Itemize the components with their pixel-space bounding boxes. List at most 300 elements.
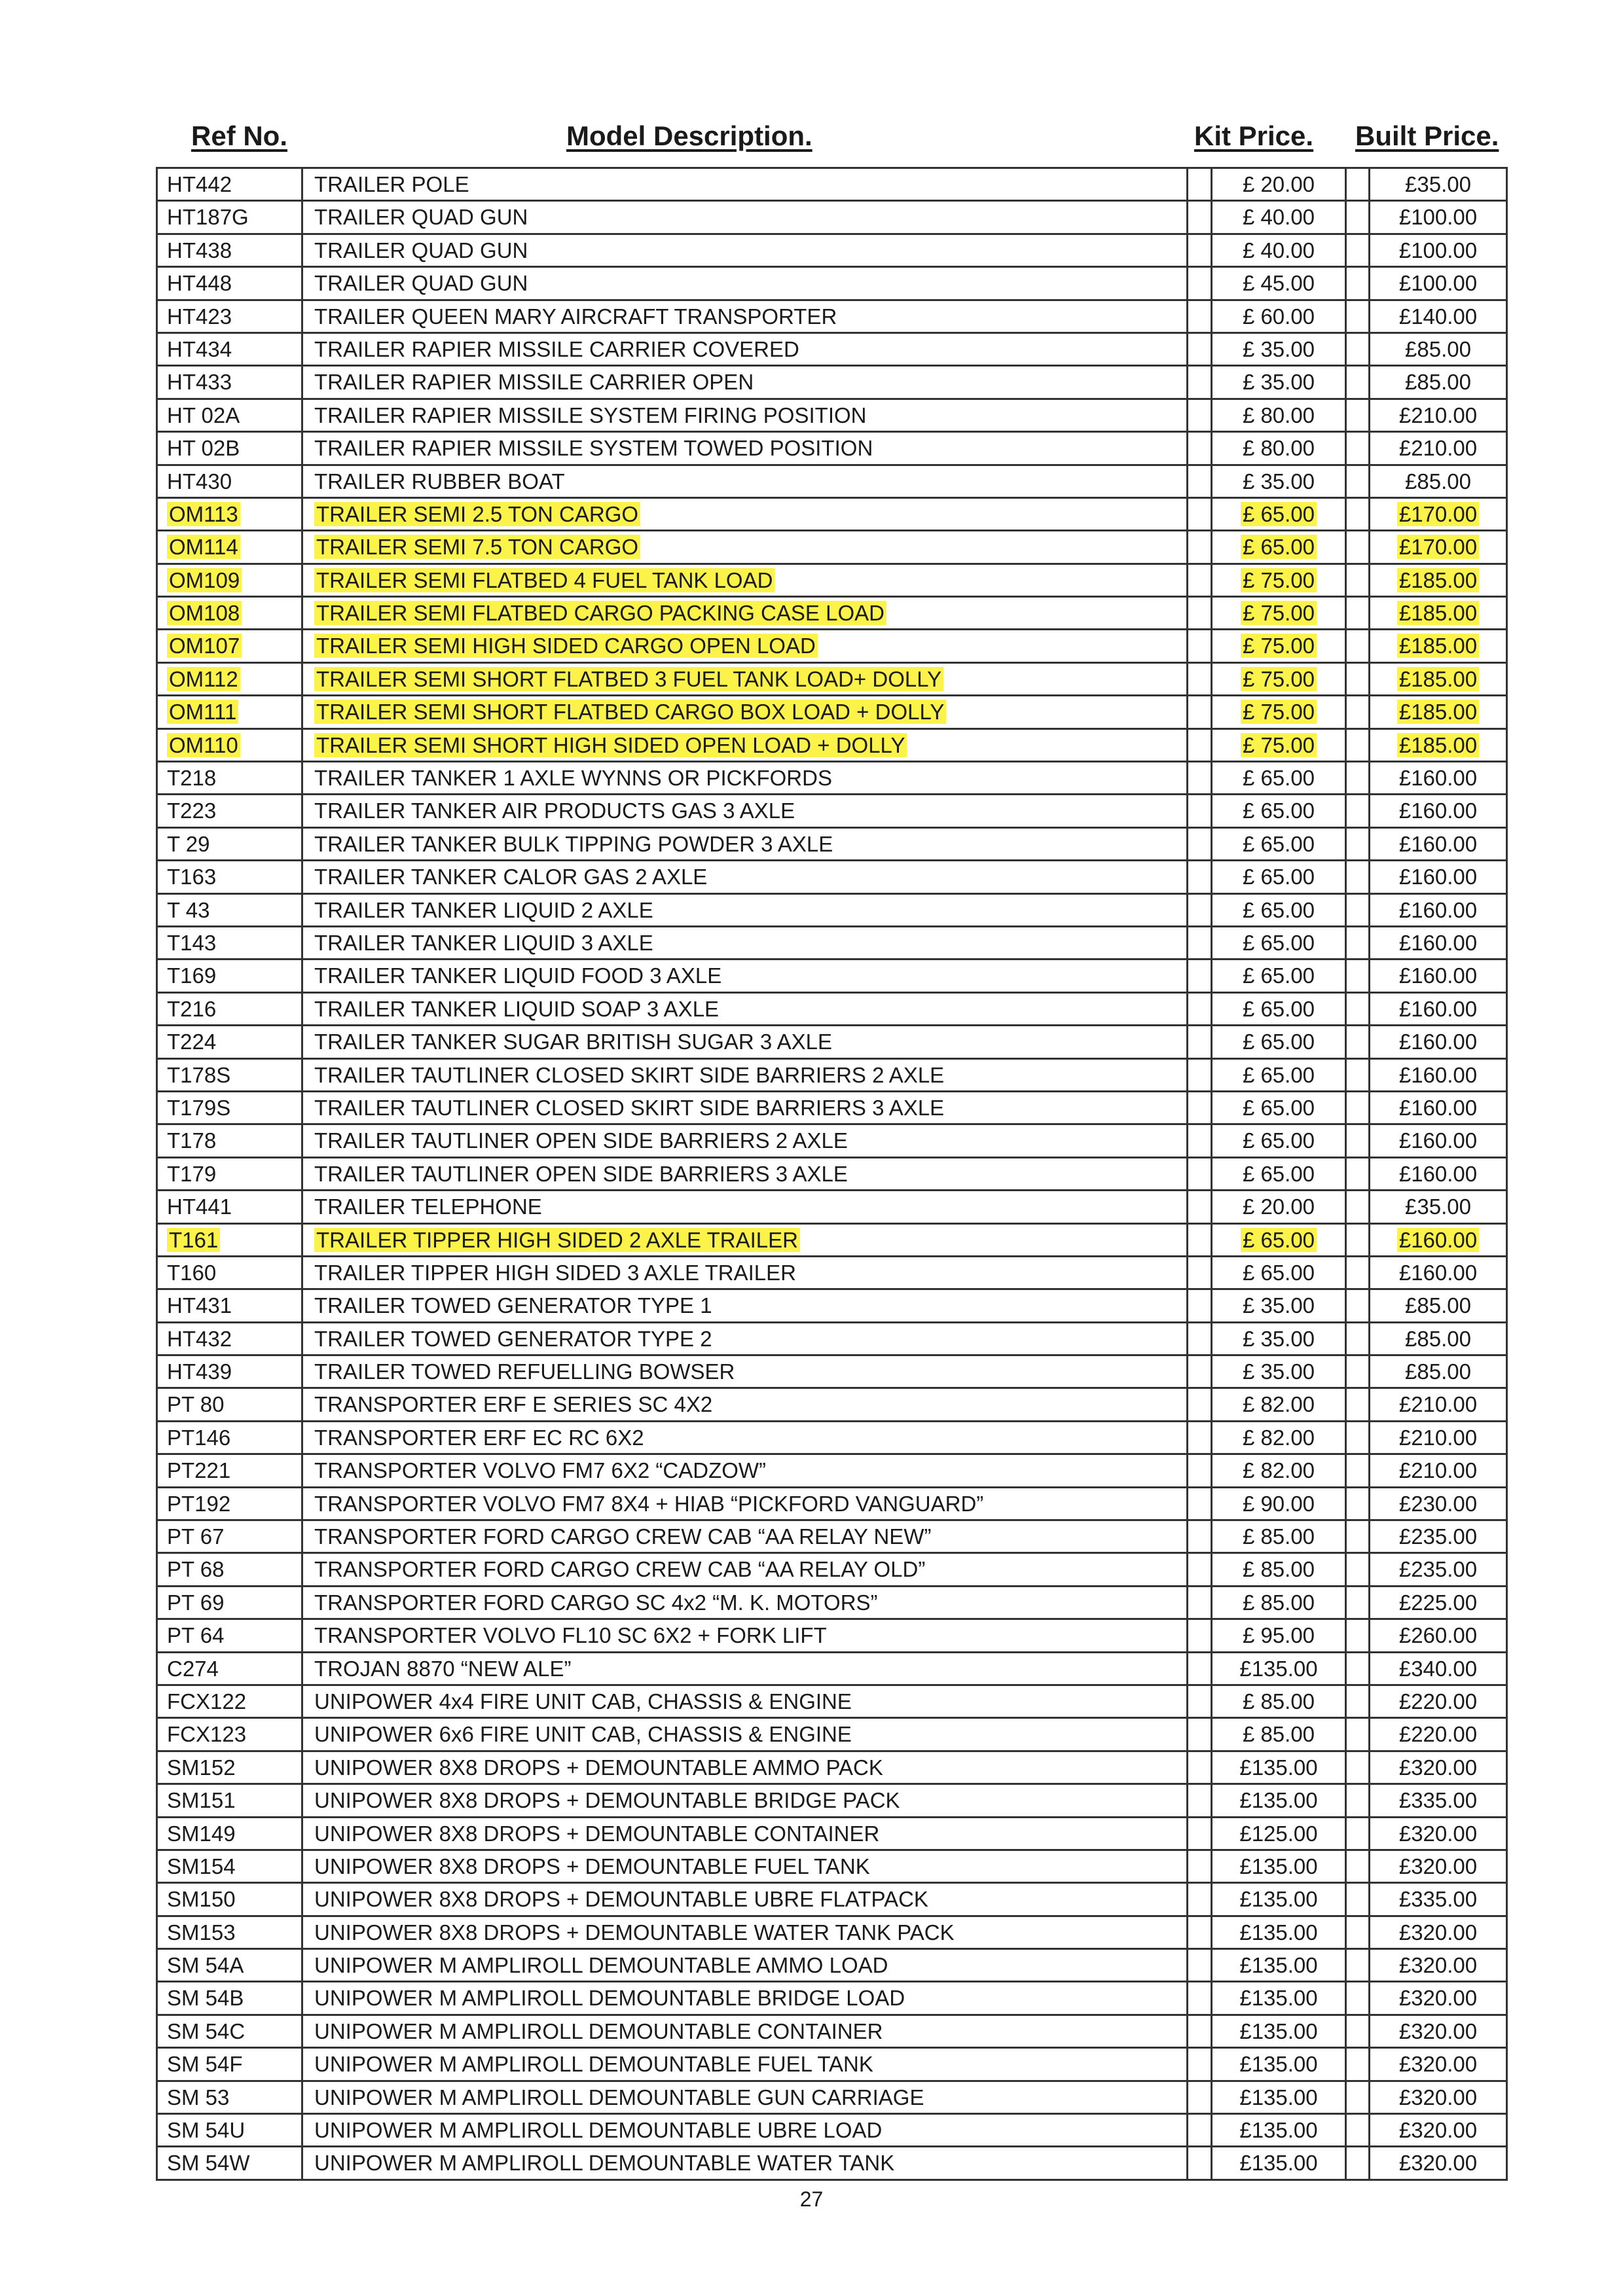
table-row [158, 1455, 1508, 1488]
description-text: TRAILER QUAD GUN [314, 271, 528, 296]
spacer-cell [1347, 1620, 1370, 1653]
header-kit-price: Kit Price. [1194, 120, 1314, 151]
ref-text: SM150 [167, 1887, 236, 1912]
built-price-text: £170.00 [1397, 502, 1479, 526]
built-price-text: £160.00 [1398, 1062, 1478, 1087]
description-text: UNIPOWER 8X8 DROPS + DEMOUNTABLE UBRE FLATPACK [314, 1887, 928, 1912]
built-price-text: £85.00 [1405, 469, 1471, 493]
kit-price-text: £ 95.00 [1242, 1623, 1315, 1648]
built-price-text: £170.00 [1397, 535, 1479, 559]
table-row [158, 1092, 1508, 1125]
ref-cell [158, 1982, 303, 2015]
kit-price-cell [1213, 334, 1347, 367]
description-text: TRAILER TOWED REFUELLING BOWSER [314, 1359, 735, 1384]
spacer-cell [1347, 301, 1370, 334]
built-price-text: £160.00 [1398, 865, 1478, 889]
ref-text: PT 69 [167, 1590, 225, 1615]
spacer-cell [1188, 169, 1213, 202]
kit-price-text: £ 65.00 [1242, 1030, 1315, 1054]
ref-text: PT 67 [167, 1524, 225, 1549]
description-cell [303, 895, 1188, 927]
description-cell [303, 1917, 1188, 1950]
built-price-text: £160.00 [1398, 1161, 1478, 1186]
description-text: TRAILER TANKER SUGAR BRITISH SUGAR 3 AXLE [314, 1030, 832, 1054]
description-text: TRANSPORTER FORD CARGO CREW CAB “AA RELAY OLD” [314, 1557, 926, 1582]
description-text: TRANSPORTER VOLVO FM7 6X2 “CADZOW” [314, 1458, 767, 1483]
ref-text: T163 [167, 865, 217, 889]
spacer-cell [1347, 1851, 1370, 1884]
spacer-cell [1188, 334, 1213, 367]
table-row [158, 202, 1508, 234]
spacer-cell [1347, 630, 1370, 663]
description-text: TRAILER TAUTLINER OPEN SIDE BARRIERS 2 AXLE [314, 1128, 848, 1153]
spacer-cell [1188, 1323, 1213, 1356]
built-price-text: £335.00 [1398, 1887, 1478, 1912]
ref-text: OM111 [167, 700, 238, 724]
description-cell [303, 169, 1188, 202]
kit-price-cell [1213, 1620, 1347, 1653]
built-price-cell [1370, 1818, 1508, 1851]
kit-price-text: £ 85.00 [1242, 1590, 1315, 1615]
ref-cell [158, 960, 303, 993]
kit-price-text: £135.00 [1239, 2052, 1318, 2077]
ref-text: HT187G [167, 205, 249, 230]
description-cell [303, 499, 1188, 531]
built-price-cell [1370, 1982, 1508, 2015]
spacer-cell [1347, 235, 1370, 268]
built-price-text: £35.00 [1405, 1194, 1471, 1219]
kit-price-text: £135.00 [1239, 2151, 1318, 2176]
built-price-text: £85.00 [1405, 336, 1471, 361]
ref-text: HT430 [167, 469, 232, 493]
table-row [158, 367, 1508, 399]
ref-text: SM154 [167, 1854, 236, 1878]
kit-price-cell [1213, 1521, 1347, 1554]
spacer-cell [1188, 1191, 1213, 1224]
kit-price-text: £ 90.00 [1242, 1491, 1315, 1516]
spacer-cell [1188, 1422, 1213, 1455]
description-text: UNIPOWER 8X8 DROPS + DEMOUNTABLE BRIDGE PACK [314, 1788, 900, 1813]
ref-cell [158, 1851, 303, 1884]
ref-cell [158, 499, 303, 531]
kit-price-cell [1213, 268, 1347, 300]
ref-text: OM114 [167, 535, 240, 559]
spacer-cell [1347, 1785, 1370, 1818]
table-row [158, 829, 1508, 861]
built-price-cell [1370, 565, 1508, 598]
ref-cell [158, 2082, 303, 2115]
ref-cell [158, 1323, 303, 1356]
spacer-cell [1188, 1818, 1213, 1851]
description-cell [303, 531, 1188, 564]
kit-price-cell [1213, 2147, 1347, 2180]
built-price-cell [1370, 696, 1508, 729]
kit-price-text: £ 20.00 [1242, 172, 1315, 196]
kit-price-cell [1213, 598, 1347, 630]
description-text: TRAILER QUEEN MARY AIRCRAFT TRANSPORTER [314, 304, 837, 329]
table-row [158, 1422, 1508, 1455]
ref-text: T 29 [167, 831, 210, 856]
ref-text: PT146 [167, 1425, 231, 1450]
built-price-cell [1370, 1257, 1508, 1290]
table-row [158, 466, 1508, 499]
spacer-cell [1347, 2147, 1370, 2180]
kit-price-text: £ 75.00 [1241, 667, 1317, 691]
price-table [156, 167, 1508, 2181]
description-text: TRAILER TANKER LIQUID 2 AXLE [314, 897, 653, 922]
ref-text: SM 54W [167, 2151, 250, 2176]
spacer-cell [1347, 2115, 1370, 2147]
description-cell [303, 1422, 1188, 1455]
ref-cell [158, 235, 303, 268]
spacer-cell [1188, 1917, 1213, 1950]
description-cell [303, 1521, 1188, 1554]
built-price-text: £210.00 [1398, 1425, 1478, 1450]
spacer-cell [1188, 730, 1213, 762]
table-row [158, 861, 1508, 894]
spacer-cell [1347, 1653, 1370, 1686]
ref-text: T179S [167, 1095, 231, 1120]
kit-price-text: £ 75.00 [1241, 700, 1317, 724]
kit-price-cell [1213, 367, 1347, 399]
built-price-text: £225.00 [1398, 1590, 1478, 1615]
spacer-cell [1347, 1521, 1370, 1554]
description-text: TRAILER SEMI SHORT HIGH SIDED OPEN LOAD + DOLLY [314, 733, 907, 757]
built-price-cell [1370, 795, 1508, 828]
spacer-cell [1347, 433, 1370, 465]
kit-price-text: £ 80.00 [1242, 403, 1315, 427]
built-price-cell [1370, 367, 1508, 399]
table-row [158, 2016, 1508, 2049]
built-price-cell [1370, 630, 1508, 663]
spacer-cell [1347, 1917, 1370, 1950]
ref-text: T 43 [167, 897, 210, 922]
built-price-text: £260.00 [1398, 1623, 1478, 1648]
description-cell [303, 1884, 1188, 1916]
description-text: TRAILER QUAD GUN [314, 205, 528, 230]
ref-cell [158, 1290, 303, 1323]
kit-price-cell [1213, 927, 1347, 960]
kit-price-cell [1213, 499, 1347, 531]
description-cell [303, 696, 1188, 729]
built-price-cell [1370, 2115, 1508, 2147]
description-cell [303, 960, 1188, 993]
built-price-text: £160.00 [1398, 897, 1478, 922]
kit-price-cell [1213, 400, 1347, 433]
spacer-cell [1347, 1257, 1370, 1290]
ref-text: C274 [167, 1656, 219, 1681]
spacer-cell [1188, 2049, 1213, 2081]
built-price-cell [1370, 1686, 1508, 1719]
built-price-text: £160.00 [1398, 1030, 1478, 1054]
table-row [158, 1257, 1508, 1290]
spacer-cell [1347, 1290, 1370, 1323]
spacer-cell [1188, 1455, 1213, 1488]
spacer-cell [1347, 927, 1370, 960]
kit-price-text: £ 85.00 [1242, 1557, 1315, 1582]
spacer-cell [1188, 268, 1213, 300]
ref-cell [158, 1158, 303, 1191]
built-price-text: £320.00 [1398, 2085, 1478, 2109]
ref-text: HT439 [167, 1359, 232, 1384]
built-price-text: £185.00 [1397, 601, 1479, 625]
kit-price-cell [1213, 1719, 1347, 1751]
ref-cell [158, 1422, 303, 1455]
description-cell [303, 268, 1188, 300]
spacer-cell [1188, 499, 1213, 531]
kit-price-text: £ 65.00 [1242, 1128, 1315, 1153]
kit-price-cell [1213, 1092, 1347, 1125]
description-cell [303, 1060, 1188, 1092]
kit-price-text: £ 65.00 [1242, 1062, 1315, 1087]
kit-price-text: £135.00 [1239, 1920, 1318, 1945]
ref-cell [158, 1191, 303, 1224]
ref-text: PT221 [167, 1458, 231, 1483]
built-price-cell [1370, 598, 1508, 630]
ref-text: HT438 [167, 238, 232, 262]
spacer-cell [1347, 1422, 1370, 1455]
spacer-cell [1188, 301, 1213, 334]
spacer-cell [1347, 466, 1370, 499]
built-price-text: £160.00 [1398, 1128, 1478, 1153]
built-price-cell [1370, 762, 1508, 795]
spacer-cell [1347, 1587, 1370, 1620]
kit-price-text: £ 65.00 [1241, 535, 1317, 559]
ref-text: SM 54B [167, 1986, 244, 2011]
spacer-cell [1188, 400, 1213, 433]
spacer-cell [1347, 1125, 1370, 1158]
ref-cell [158, 2049, 303, 2081]
ref-cell [158, 1950, 303, 1982]
ref-text: T178 [167, 1128, 217, 1153]
ref-text: OM109 [167, 568, 242, 592]
spacer-cell [1188, 1587, 1213, 1620]
ref-cell [158, 762, 303, 795]
ref-cell [158, 1884, 303, 1916]
ref-text: HT 02A [167, 403, 240, 427]
built-price-cell [1370, 2082, 1508, 2115]
table-row [158, 169, 1508, 202]
description-cell [303, 1719, 1188, 1751]
table-row [158, 630, 1508, 663]
description-text: TRAILER SEMI 2.5 TON CARGO [314, 502, 640, 526]
spacer-cell [1188, 829, 1213, 861]
table-row [158, 531, 1508, 564]
built-price-text: £100.00 [1398, 238, 1478, 262]
spacer-cell [1347, 664, 1370, 696]
ref-text: SM152 [167, 1755, 236, 1780]
built-price-cell [1370, 1587, 1508, 1620]
built-price-cell [1370, 2049, 1508, 2081]
ref-text: PT 80 [167, 1392, 225, 1417]
spacer-cell [1188, 994, 1213, 1026]
built-price-text: £160.00 [1398, 766, 1478, 791]
ref-text: T143 [167, 930, 217, 955]
kit-price-cell [1213, 630, 1347, 663]
built-price-text: £185.00 [1397, 667, 1479, 691]
ref-cell [158, 202, 303, 234]
header-built-price: Built Price. [1355, 120, 1499, 151]
spacer-cell [1188, 1982, 1213, 2015]
description-text: UNIPOWER 8X8 DROPS + DEMOUNTABLE FUEL TANK [314, 1854, 870, 1878]
description-text: UNIPOWER M AMPLIROLL DEMOUNTABLE FUEL TANK [314, 2052, 873, 2077]
built-price-cell [1370, 1422, 1508, 1455]
description-cell [303, 1455, 1188, 1488]
kit-price-cell [1213, 2082, 1347, 2115]
built-price-text: £85.00 [1405, 1293, 1471, 1318]
ref-text: HT432 [167, 1326, 232, 1351]
ref-text: SM 54A [167, 1953, 244, 1978]
description-cell [303, 1092, 1188, 1125]
description-cell [303, 400, 1188, 433]
built-price-text: £160.00 [1398, 1260, 1478, 1285]
spacer-cell [1347, 1060, 1370, 1092]
built-price-cell [1370, 433, 1508, 465]
description-cell [303, 2115, 1188, 2147]
spacer-cell [1347, 2016, 1370, 2049]
ref-cell [158, 1785, 303, 1818]
ref-text: HT441 [167, 1194, 232, 1219]
spacer-cell [1347, 2082, 1370, 2115]
built-price-cell [1370, 1851, 1508, 1884]
kit-price-text: £ 35.00 [1242, 1326, 1315, 1351]
ref-cell [158, 433, 303, 465]
description-cell [303, 664, 1188, 696]
built-price-text: £85.00 [1405, 1326, 1471, 1351]
spacer-cell [1347, 960, 1370, 993]
description-cell [303, 1125, 1188, 1158]
spacer-cell [1347, 1752, 1370, 1785]
table-row [158, 730, 1508, 762]
built-price-text: £210.00 [1398, 1458, 1478, 1483]
kit-price-cell [1213, 1389, 1347, 1422]
spacer-cell [1347, 1950, 1370, 1982]
spacer-cell [1188, 1653, 1213, 1686]
spacer-cell [1347, 1488, 1370, 1521]
description-text: TRANSPORTER VOLVO FM7 8X4 + HIAB “PICKFORD VANGUARD” [314, 1491, 984, 1516]
kit-price-text: £135.00 [1239, 1887, 1318, 1912]
description-cell [303, 2082, 1188, 2115]
kit-price-cell [1213, 1785, 1347, 1818]
description-text: UNIPOWER 6x6 FIRE UNIT CAB, CHASSIS & ENGINE [314, 1722, 852, 1747]
kit-price-cell [1213, 301, 1347, 334]
ref-text: SM151 [167, 1788, 236, 1813]
kit-price-text: £ 80.00 [1242, 436, 1315, 461]
spacer-cell [1347, 1225, 1370, 1257]
spacer-cell [1347, 762, 1370, 795]
built-price-cell [1370, 1389, 1508, 1422]
spacer-cell [1347, 1158, 1370, 1191]
built-price-text: £185.00 [1397, 568, 1479, 592]
description-cell [303, 1653, 1188, 1686]
ref-cell [158, 1257, 303, 1290]
description-cell [303, 1356, 1188, 1389]
kit-price-cell [1213, 1884, 1347, 1916]
ref-text: T223 [167, 798, 217, 823]
spacer-cell [1188, 1389, 1213, 1422]
header-model-description: Model Description. [566, 120, 812, 151]
built-price-text: £160.00 [1398, 798, 1478, 823]
ref-cell [158, 1554, 303, 1587]
kit-price-text: £ 65.00 [1242, 798, 1315, 823]
built-price-cell [1370, 1158, 1508, 1191]
description-text: TRAILER RAPIER MISSILE SYSTEM FIRING POSITION [314, 403, 867, 427]
kit-price-text: £ 65.00 [1242, 1161, 1315, 1186]
built-price-text: £210.00 [1398, 403, 1478, 427]
table-row [158, 1752, 1508, 1785]
ref-cell [158, 466, 303, 499]
spacer-cell [1347, 2049, 1370, 2081]
built-price-cell [1370, 1785, 1508, 1818]
spacer-cell [1347, 202, 1370, 234]
built-price-cell [1370, 927, 1508, 960]
spacer-cell [1188, 795, 1213, 828]
ref-cell [158, 664, 303, 696]
table-row [158, 2115, 1508, 2147]
table-row [158, 1356, 1508, 1389]
page-number: 27 [799, 2187, 824, 2211]
kit-price-cell [1213, 433, 1347, 465]
description-text: TRAILER TAUTLINER OPEN SIDE BARRIERS 3 AXLE [314, 1161, 848, 1186]
spacer-cell [1347, 1686, 1370, 1719]
spacer-cell [1347, 268, 1370, 300]
ref-cell [158, 927, 303, 960]
table-row [158, 1225, 1508, 1257]
spacer-cell [1188, 1225, 1213, 1257]
table-row [158, 696, 1508, 729]
description-cell [303, 1158, 1188, 1191]
table-row [158, 795, 1508, 828]
kit-price-cell [1213, 829, 1347, 861]
spacer-cell [1188, 1257, 1213, 1290]
description-cell [303, 2147, 1188, 2180]
kit-price-cell [1213, 1290, 1347, 1323]
spacer-cell [1347, 1719, 1370, 1751]
kit-price-text: £ 35.00 [1242, 1359, 1315, 1384]
table-row [158, 433, 1508, 465]
ref-text: OM110 [167, 733, 240, 757]
ref-cell [158, 895, 303, 927]
spacer-cell [1347, 1191, 1370, 1224]
description-text: TRAILER TELEPHONE [314, 1194, 542, 1219]
description-cell [303, 466, 1188, 499]
kit-price-cell [1213, 960, 1347, 993]
built-price-text: £160.00 [1398, 963, 1478, 988]
ref-cell [158, 1917, 303, 1950]
kit-price-cell [1213, 762, 1347, 795]
kit-price-cell [1213, 1060, 1347, 1092]
kit-price-text: £ 75.00 [1241, 733, 1317, 757]
kit-price-text: £ 35.00 [1242, 469, 1315, 493]
spacer-cell [1188, 1719, 1213, 1751]
description-cell [303, 829, 1188, 861]
ref-cell [158, 1686, 303, 1719]
kit-price-text: £135.00 [1239, 1854, 1318, 1878]
table-row [158, 960, 1508, 993]
table-row [158, 927, 1508, 960]
spacer-cell [1347, 829, 1370, 861]
description-cell [303, 730, 1188, 762]
kit-price-cell [1213, 1554, 1347, 1587]
ref-cell [158, 1389, 303, 1422]
ref-text: HT442 [167, 172, 232, 196]
description-text: UNIPOWER M AMPLIROLL DEMOUNTABLE WATER TANK [314, 2151, 895, 2176]
kit-price-text: £ 65.00 [1242, 996, 1315, 1021]
description-text: TRANSPORTER FORD CARGO CREW CAB “AA RELAY NEW” [314, 1524, 932, 1549]
spacer-cell [1188, 2016, 1213, 2049]
spacer-cell [1347, 730, 1370, 762]
kit-price-text: £ 40.00 [1242, 238, 1315, 262]
